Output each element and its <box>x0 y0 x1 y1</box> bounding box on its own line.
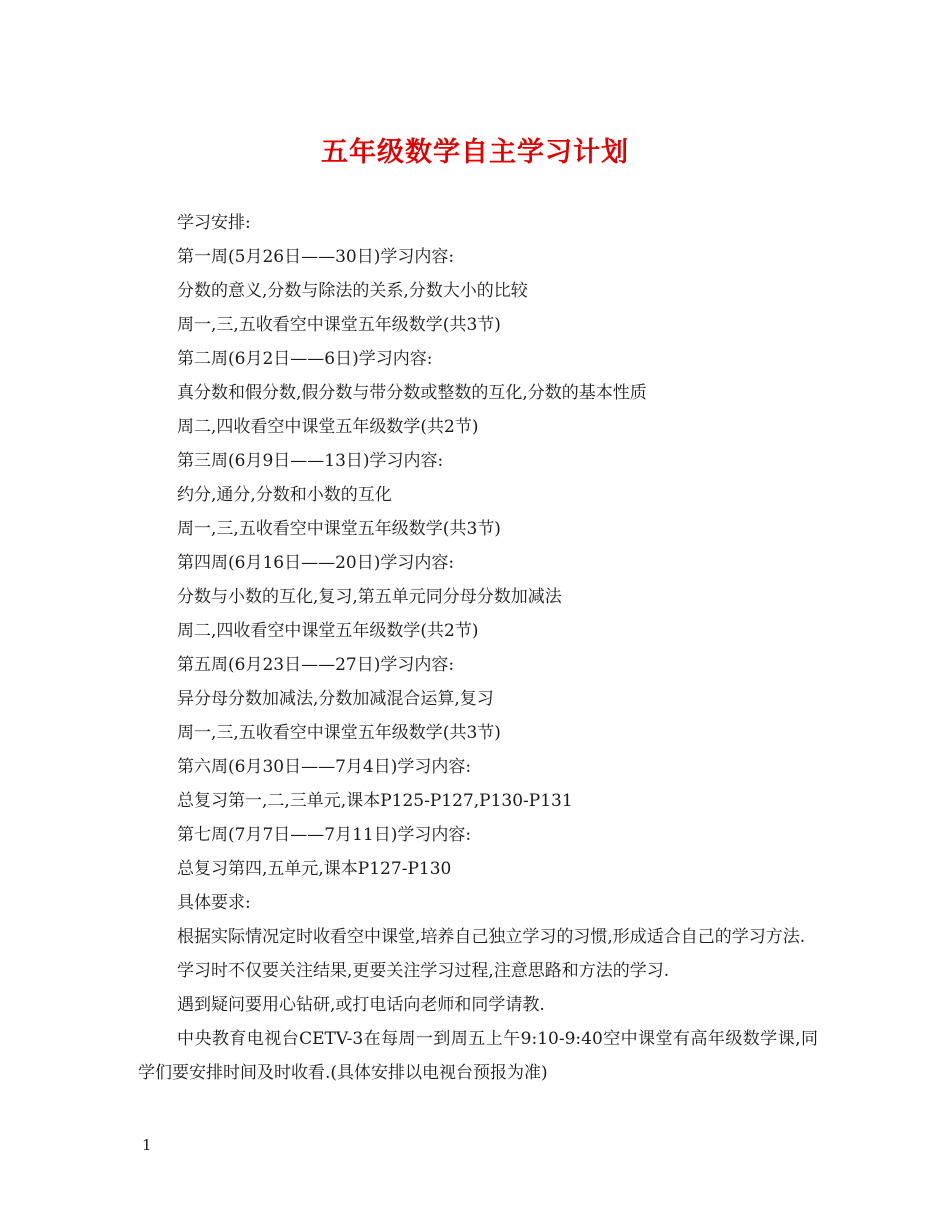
text-line: 周一,三,五收看空中课堂五年级数学(共3节) <box>177 519 501 539</box>
text-line: 第六周(6月30日——7月4日)学习内容: <box>177 757 472 777</box>
paragraph: 遇到疑问要用心钻研,或打电话向老师和同学请教. <box>177 995 545 1015</box>
text-line: 第七周(7月7日——7月11日)学习内容: <box>177 825 472 845</box>
paragraph: 根据实际情况定时收看空中课堂,培养自己独立学习的习惯,形成适合自己的学习方法. <box>177 927 806 947</box>
text-line: 周一,三,五收看空中课堂五年级数学(共3节) <box>177 723 501 743</box>
text-line: 具体要求: <box>177 893 251 913</box>
text-line: 学习安排: <box>177 213 251 233</box>
text-line: 异分母分数加减法,分数加减混合运算,复习 <box>177 689 494 709</box>
text-line: 周二,四收看空中课堂五年级数学(共2节) <box>177 417 479 437</box>
text-line: 第五周(6月23日——27日)学习内容: <box>177 655 455 675</box>
page-number: 1 <box>142 1136 152 1154</box>
document-body <box>138 206 818 1090</box>
text-line: 第三周(6月9日——13日)学习内容: <box>177 451 444 471</box>
paragraph: 中央教育电视台CETV-3在每周一到周五上午9:10-9:40空中课堂有高年级数学课,同学们要安排时间及时收看.(具体安排以电视台预报为准) <box>138 1029 818 1083</box>
text-line: 总复习第一,二,三单元,课本P125-P127,P130-P131 <box>177 791 573 811</box>
text-line: 分数与小数的互化,复习,第五单元同分母分数加减法 <box>177 587 562 607</box>
text-line: 真分数和假分数,假分数与带分数或整数的互化,分数的基本性质 <box>177 383 647 403</box>
text-line: 第二周(6月2日——6日)学习内容: <box>177 349 433 369</box>
text-line: 周二,四收看空中课堂五年级数学(共2节) <box>177 621 479 641</box>
text-line: 分数的意义,分数与除法的关系,分数大小的比较 <box>177 281 528 301</box>
text-line: 第四周(6月16日——20日)学习内容: <box>177 553 455 573</box>
text-line: 周一,三,五收看空中课堂五年级数学(共3节) <box>177 315 501 335</box>
text-line: 总复习第四,五单元,课本P127-P130 <box>177 859 452 879</box>
document-title: 五年级数学自主学习计划 <box>321 137 629 168</box>
text-line: 约分,通分,分数和小数的互化 <box>177 485 392 505</box>
text-line: 第一周(5月26日——30日)学习内容: <box>177 247 455 267</box>
paragraph: 学习时不仅要关注结果,更要关注学习过程,注意思路和方法的学习. <box>177 961 670 981</box>
